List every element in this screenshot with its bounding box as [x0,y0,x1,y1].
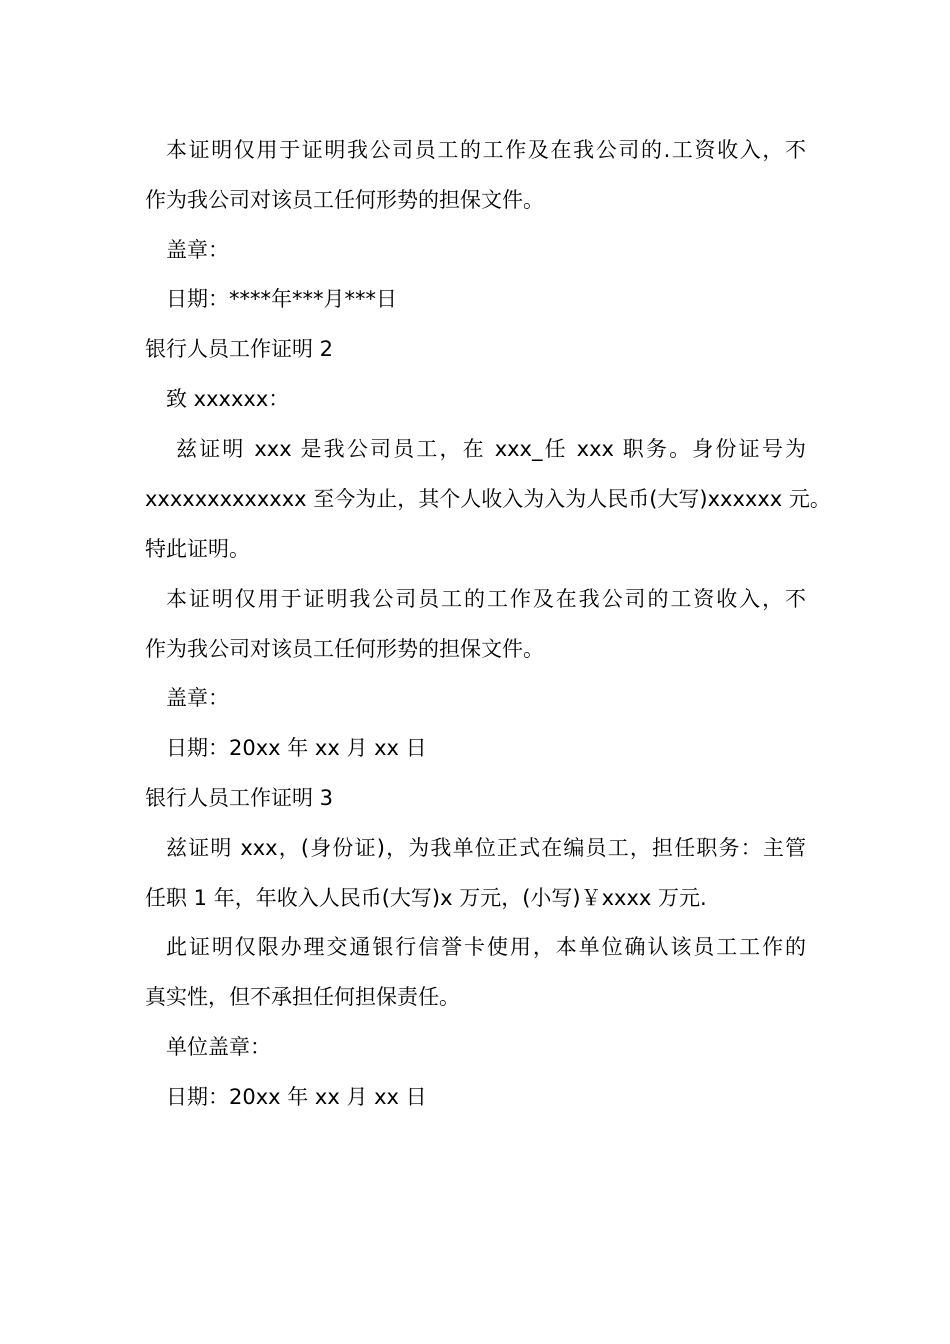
seal-label: 单位盖章： [166,1035,271,1059]
paragraph-line: 兹证明 xxx 是我公司员工，在 xxx_任 xxx 职务。身份证号为 [176,437,806,461]
paragraph-line: 此证明仅限办理交通银行信誉卡使用，本单位确认该员工工作的 [166,935,806,959]
paragraph-line: 本证明仅用于证明我公司员工的工作及在我公司的.工资收入，不 [166,138,806,162]
seal-label: 盖章： [166,238,229,262]
paragraph-line: 作为我公司对该员工任何形势的担保文件。 [145,637,544,661]
section-heading: 银行人员工作证明 3 [145,786,334,810]
paragraph-line: 特此证明。 [145,537,250,561]
paragraph-line: 本证明仅用于证明我公司员工的工作及在我公司的工资收入，不 [166,587,806,611]
seal-label: 盖章： [166,686,229,710]
date-line: 日期：20xx 年 xx 月 xx 日 [166,736,427,760]
date-line: 日期：****年***月***日 [166,287,397,311]
paragraph-line: 作为我公司对该员工任何形势的担保文件。 [145,188,544,212]
paragraph-line: 真实性，但不承担任何担保责任。 [145,985,460,1009]
recipient-line: 致 xxxxxx： [166,387,290,411]
section-heading: 银行人员工作证明 2 [145,337,334,361]
paragraph-line: xxxxxxxxxxxxx 至今为止，其个人收入为入为人民币(大写)xxxxxx 元。 [145,487,831,511]
date-line: 日期：20xx 年 xx 月 xx 日 [166,1085,427,1109]
paragraph-line: 兹证明 xxx，(身份证)，为我单位正式在编员工，担任职务：主管 [166,836,806,860]
paragraph-line: 任职 1 年，年收入人民币(大写)x 万元，(小写)￥xxxx 万元. [145,886,707,910]
